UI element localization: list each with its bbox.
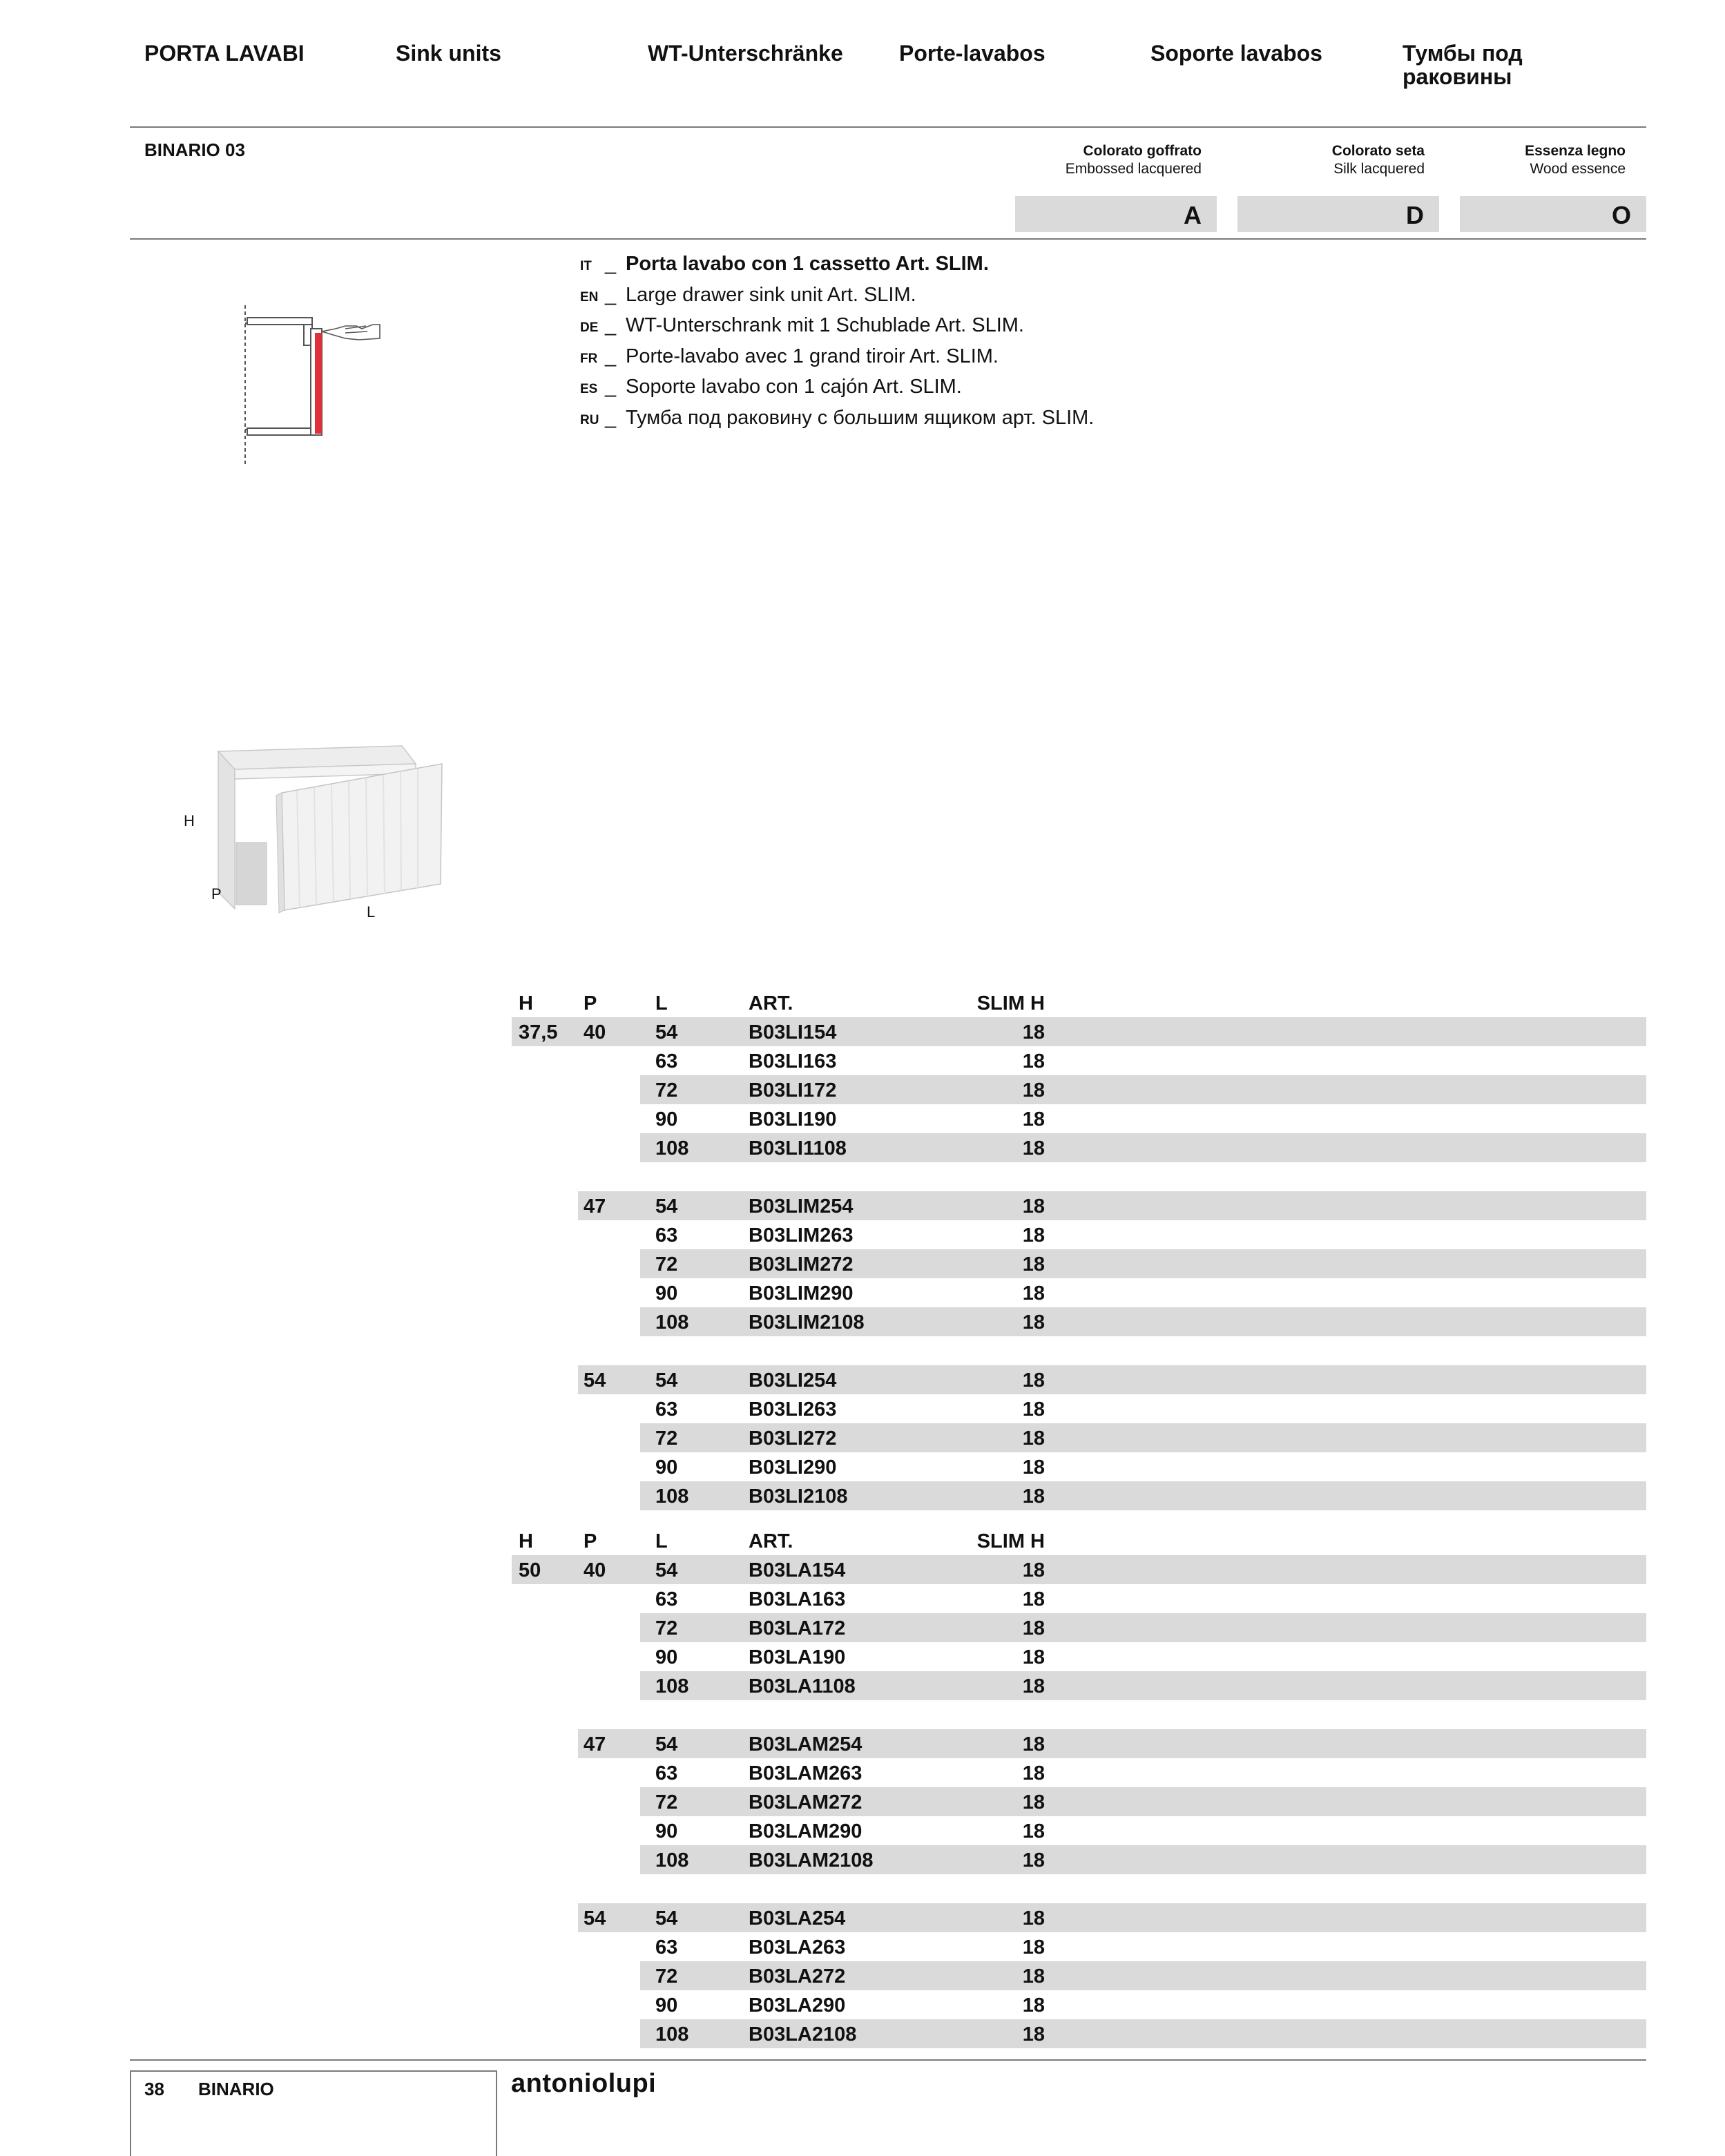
cell-slim-h: 18 [1022, 1965, 1045, 1987]
cell-depth: 40 [584, 1021, 606, 1043]
finish-d-subtitle: Silk lacquered [1333, 161, 1425, 177]
cell-article-code: B03LI172 [749, 1079, 837, 1101]
column-header-art: ART. [749, 1530, 793, 1552]
footer-rule [130, 2059, 1646, 2061]
finish-a-code: A [1015, 196, 1217, 232]
cell-article-code: B03LAM263 [749, 1762, 862, 1784]
footer-section: BINARIO [198, 2079, 274, 2099]
cell-width: 54 [655, 1369, 678, 1392]
table-row [512, 1729, 1646, 1758]
header-rule [130, 126, 1646, 128]
table-row [512, 1787, 1646, 1816]
cell-depth: 54 [584, 1907, 606, 1929]
separator: _ [605, 283, 617, 306]
row-shading [578, 1903, 1646, 1932]
cell-slim-h: 18 [1022, 1936, 1045, 1958]
finish-o-title: Essenza legno [1525, 143, 1626, 159]
cell-width: 63 [655, 1936, 678, 1958]
cell-depth: 54 [584, 1369, 606, 1392]
table-row [512, 1961, 1646, 1990]
cell-slim-h: 18 [1022, 1137, 1045, 1159]
table-row [512, 1990, 1646, 2019]
cell-width: 108 [655, 1137, 689, 1159]
separator: _ [605, 345, 617, 367]
cell-width: 90 [655, 1646, 678, 1668]
column-header-slim: SLIM H [976, 992, 1045, 1014]
finish-d-label [1332, 142, 1425, 178]
table-row [512, 1845, 1646, 1874]
cell-article-code: B03LI1108 [749, 1137, 847, 1159]
cell-width: 54 [655, 1733, 678, 1755]
cell-width: 108 [655, 1675, 689, 1697]
lang-code: EN [580, 289, 599, 305]
description-list [580, 250, 1094, 435]
cell-slim-h: 18 [1022, 1485, 1045, 1508]
series-name: BINARIO 03 [144, 139, 245, 160]
cell-width: 72 [655, 1791, 678, 1813]
table-row [512, 1307, 1646, 1336]
table-row [512, 1104, 1646, 1133]
cell-slim-h: 18 [1022, 1427, 1045, 1450]
cell-width: 72 [655, 1965, 678, 1987]
table-row [512, 1932, 1646, 1961]
column-header-l: L [655, 992, 668, 1014]
cell-article-code: B03LA163 [749, 1588, 846, 1610]
column-header-l: L [655, 1530, 668, 1552]
cell-article-code: B03LA172 [749, 1617, 846, 1639]
cell-slim-h: 18 [1022, 1050, 1045, 1072]
cell-slim-h: 18 [1022, 1646, 1045, 1668]
cell-article-code: B03LA272 [749, 1965, 846, 1987]
cell-slim-h: 18 [1022, 1311, 1045, 1334]
group-spacer [512, 1700, 1646, 1729]
cell-width: 72 [655, 1617, 678, 1639]
cell-article-code: B03LA190 [749, 1646, 846, 1668]
cell-depth: 47 [584, 1733, 606, 1755]
column-header-p: P [584, 992, 597, 1014]
page-number: 38 [144, 2079, 164, 2099]
table-row [512, 1816, 1646, 1845]
cell-article-code: B03LA2108 [749, 2023, 857, 2046]
dimension-label-p: P [211, 885, 222, 903]
lang-code: IT [580, 259, 592, 273]
table-row [512, 1452, 1646, 1481]
cell-width: 90 [655, 1994, 678, 2017]
footer-box [130, 2070, 497, 2156]
cell-width: 72 [655, 1253, 678, 1276]
cell-article-code: B03LIM2108 [749, 1311, 865, 1334]
table-row [512, 1642, 1646, 1671]
cell-width: 108 [655, 2023, 689, 2046]
table-row [512, 1758, 1646, 1787]
table-row [512, 1075, 1646, 1104]
cell-width: 108 [655, 1485, 689, 1508]
row-shading [512, 1555, 1646, 1584]
table-row [512, 1903, 1646, 1932]
table-row [512, 1423, 1646, 1452]
cell-width: 72 [655, 1427, 678, 1450]
table-row [512, 1613, 1646, 1642]
cabinet-drawing [207, 739, 449, 920]
cell-article-code: B03LI154 [749, 1021, 837, 1043]
separator: _ [605, 406, 617, 429]
table-header-row [512, 988, 1646, 1017]
lang-code: FR [580, 351, 598, 366]
cell-slim-h: 18 [1022, 1282, 1045, 1305]
cell-slim-h: 18 [1022, 1994, 1045, 2017]
price-table-h375 [512, 988, 1646, 1510]
cell-slim-h: 18 [1022, 1369, 1045, 1392]
lang-code: RU [580, 412, 599, 427]
lang-code: DE [580, 320, 599, 336]
table-row [512, 1365, 1646, 1394]
brand-logo: antoniolupi [511, 2069, 657, 2098]
finish-a-subtitle: Embossed lacquered [1065, 161, 1202, 177]
cell-slim-h: 18 [1022, 1617, 1045, 1639]
cell-height: 50 [519, 1559, 541, 1581]
cell-slim-h: 18 [1022, 1195, 1045, 1217]
description-es [580, 373, 1094, 404]
cell-depth: 40 [584, 1559, 606, 1581]
table-row [512, 1249, 1646, 1278]
header-title-es: Soporte lavabos [1150, 41, 1322, 66]
cell-article-code: B03LIM272 [749, 1253, 854, 1276]
finish-a-label [1066, 142, 1202, 178]
cell-width: 54 [655, 1195, 678, 1217]
cell-width: 90 [655, 1456, 678, 1479]
lang-code: ES [580, 382, 598, 397]
section-drawing [235, 298, 394, 470]
cell-slim-h: 18 [1022, 1849, 1045, 1871]
cell-article-code: B03LAM2108 [749, 1849, 874, 1871]
cell-width: 63 [655, 1398, 678, 1421]
row-shading [578, 1191, 1646, 1220]
row-shading [578, 1729, 1646, 1758]
header-title-de: WT-Unterschränke [648, 41, 843, 66]
cell-width: 90 [655, 1282, 678, 1305]
table-row [512, 1278, 1646, 1307]
cell-slim-h: 18 [1022, 1762, 1045, 1784]
table-row [512, 1394, 1646, 1423]
separator: _ [605, 314, 617, 337]
finish-o-code: O [1460, 196, 1646, 232]
row-shading [512, 1017, 1646, 1046]
dimension-label-l: L [367, 903, 376, 921]
cell-article-code: B03LA290 [749, 1994, 846, 2017]
cell-slim-h: 18 [1022, 1253, 1045, 1276]
separator: _ [605, 253, 617, 275]
group-spacer [512, 1162, 1646, 1191]
cell-article-code: B03LA263 [749, 1936, 846, 1958]
header-title-en: Sink units [396, 41, 501, 66]
description-fr [580, 343, 1094, 374]
cell-width: 72 [655, 1079, 678, 1101]
cell-width: 90 [655, 1820, 678, 1842]
cell-width: 63 [655, 1588, 678, 1610]
description-text: WT-Unterschrank mit 1 Schublade Art. SLIM. [626, 314, 1024, 337]
description-text: Porta lavabo con 1 cassetto Art. SLIM. [626, 253, 989, 275]
dimension-label-h: H [184, 812, 195, 829]
cell-article-code: B03LIM263 [749, 1224, 854, 1247]
header-title-ru: Тумбы под раковины [1403, 41, 1523, 89]
table-row [512, 1017, 1646, 1046]
finish-o-label [1525, 142, 1626, 178]
header-title-it: PORTA LAVABI [144, 41, 305, 66]
cell-width: 54 [655, 1559, 678, 1581]
description-de [580, 311, 1094, 343]
table-row [512, 1671, 1646, 1700]
column-header-art: ART. [749, 992, 793, 1014]
cell-article-code: B03LIM254 [749, 1195, 854, 1217]
group-spacer [512, 1874, 1646, 1903]
table-row [512, 1046, 1646, 1075]
cell-article-code: B03LI254 [749, 1369, 837, 1392]
description-it [580, 250, 1094, 281]
cell-width: 54 [655, 1021, 678, 1043]
column-header-h: H [519, 992, 533, 1014]
description-en [580, 281, 1094, 312]
cell-article-code: B03LA154 [749, 1559, 846, 1581]
cell-width: 108 [655, 1311, 689, 1334]
column-header-h: H [519, 1530, 533, 1552]
cell-slim-h: 18 [1022, 1224, 1045, 1247]
cell-depth: 47 [584, 1195, 606, 1217]
cell-article-code: B03LA1108 [749, 1675, 856, 1697]
finish-d-title: Colorato seta [1331, 143, 1425, 159]
cell-slim-h: 18 [1022, 1108, 1045, 1130]
cell-article-code: B03LI2108 [749, 1485, 848, 1508]
cell-article-code: B03LAM254 [749, 1733, 862, 1755]
description-ru [580, 404, 1094, 435]
cell-article-code: B03LI290 [749, 1456, 837, 1479]
price-table-h50 [512, 1526, 1646, 2048]
cell-slim-h: 18 [1022, 2023, 1045, 2046]
table-row [512, 1191, 1646, 1220]
row-shading [578, 1365, 1646, 1394]
table-row [512, 2019, 1646, 2048]
table-row [512, 1584, 1646, 1613]
cell-article-code: B03LAM272 [749, 1791, 862, 1813]
cell-height: 37,5 [519, 1021, 558, 1043]
cell-slim-h: 18 [1022, 1791, 1045, 1813]
cell-width: 90 [655, 1108, 678, 1130]
header-title-fr: Porte-lavabos [899, 41, 1045, 66]
cell-width: 54 [655, 1907, 678, 1929]
column-header-slim: SLIM H [976, 1530, 1045, 1552]
cell-slim-h: 18 [1022, 1456, 1045, 1479]
cell-width: 63 [655, 1762, 678, 1784]
cell-slim-h: 18 [1022, 1820, 1045, 1842]
table-row [512, 1220, 1646, 1249]
description-text: Soporte lavabo con 1 cajón Art. SLIM. [626, 376, 962, 398]
description-text: Porte-lavabo avec 1 grand tiroir Art. SLIM. [626, 345, 999, 367]
cell-slim-h: 18 [1022, 1021, 1045, 1043]
cell-slim-h: 18 [1022, 1559, 1045, 1581]
cell-width: 108 [655, 1849, 689, 1871]
cell-slim-h: 18 [1022, 1675, 1045, 1697]
cell-slim-h: 18 [1022, 1907, 1045, 1929]
cell-slim-h: 18 [1022, 1733, 1045, 1755]
cell-article-code: B03LIM290 [749, 1282, 854, 1305]
table-row [512, 1481, 1646, 1510]
cell-article-code: B03LI263 [749, 1398, 837, 1421]
finish-d-code: D [1237, 196, 1439, 232]
cell-article-code: B03LI190 [749, 1108, 837, 1130]
table-header-row [512, 1526, 1646, 1555]
description-text: Large drawer sink unit Art. SLIM. [626, 283, 916, 306]
cell-slim-h: 18 [1022, 1588, 1045, 1610]
finish-a-title: Colorato goffrato [1083, 143, 1202, 159]
cell-width: 63 [655, 1050, 678, 1072]
finish-o-subtitle: Wood essence [1530, 161, 1626, 177]
cell-slim-h: 18 [1022, 1398, 1045, 1421]
separator: _ [605, 376, 617, 398]
finishes-rule [130, 238, 1646, 240]
table-row [512, 1133, 1646, 1162]
cell-article-code: B03LI163 [749, 1050, 837, 1072]
cell-article-code: B03LI272 [749, 1427, 837, 1450]
column-header-p: P [584, 1530, 597, 1552]
cell-article-code: B03LAM290 [749, 1820, 862, 1842]
cell-article-code: B03LA254 [749, 1907, 846, 1929]
group-spacer [512, 1336, 1646, 1365]
cell-width: 63 [655, 1224, 678, 1247]
description-text: Тумба под раковину с большим ящиком арт. SLIM. [626, 406, 1095, 429]
cell-slim-h: 18 [1022, 1079, 1045, 1101]
table-row [512, 1555, 1646, 1584]
